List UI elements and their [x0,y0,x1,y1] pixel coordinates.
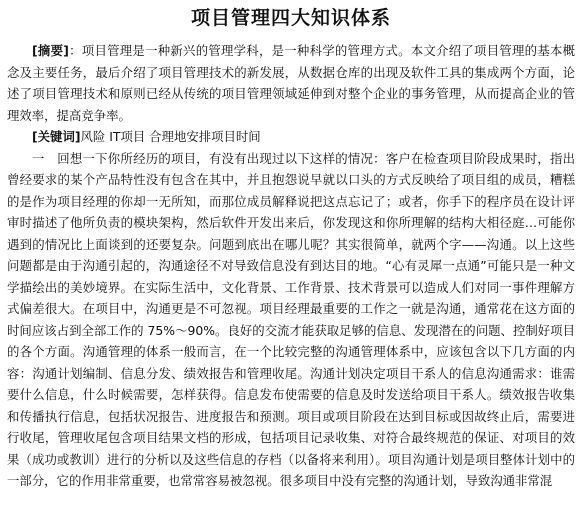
abstract-paragraph [7,40,575,126]
document-title: 项目管理四大知识体系 [190,7,391,29]
keywords-paragraph [7,126,575,148]
document-body [7,40,575,492]
body-paragraph: 一 回想一下你所经历的项目，有没有出现过以下这样的情况：客户在检查项目阶段成果时，指出曾经要求的某个产品特性没有包含在其中，并且抱怨说早就以口头的方式反映给了项目组的成员，糟糕的是作为项目经理的你却一无所知，而那位成员解释说把这点忘记了；或者，你手下的程序员在设计评审时描述了他所负责的模块架构，然后软件开发出来后，你发现这和你所理解的结构大相径庭…可能你遇到的情况比上面谈到的还要复杂。问题到底出在哪儿呢？其实很简单，就两个字——沟通。以上这些问题都是由于沟通引起的，沟通途径不对导致信息没有到达目的地。“心有灵犀一点通”可能只是一种文学描绘出的美妙境界。在实际生活中，文化背景、工作背景、技术背景可以造成人们对同一事件理解方式偏差很大。在项目中，沟通更是不可忽视。项目经理最重要的工作之一就是沟通，通常花在这方面的时间应该占到全部工作的 75%～90%。良好的交流才能获取足够的信息、发现潜在的问题、控制好项目的各个方面。沟通管理的体系一般而言，在一个比较完整的沟通管理体系中，应该包含以下几方面的内容：沟通计划编制、信息分发、绩效报告和管理收尾。沟通计划决定项目干系人的信息沟通需求：谁需要什么信息，什么时候需要，怎样获得。信息发布使需要的信息及时发送给项目干系人。绩效报告收集和传播执行信息，包括状况报告、进度报告和预测。项目或项目阶段在达到目标或因故终止后，需要进行收尾，管理收尾包含项目结果文档的形成，包括项目记录收集、对符合最终规范的保证、对项目的效果（成功或教训）进行的分析以及这些信息的存档（以备将来利用）。项目沟通计划是项目整体计划中的一部分，它的作用非常重要，也常常容易被忽视。很多项目中没有完整的沟通计划，导致沟通非常混 [7,150,575,488]
abstract-label: [摘要] [32,43,69,58]
keywords-label: [关键词] [32,129,81,144]
abstract-text: ：项目管理是一种新兴的管理学科，是一种科学的管理方式。本文介绍了项目管理的基本概念及主要任务，最后介绍了项目管理技术的新发展，从数据仓库的出现及软件工具的集成两个方面，论述了项目管理技术和原则已经从传统的项目管理领域延伸到对整个企业的事务管理，从而提高企业的管理效率，提高竞争率。 [7,43,576,123]
keywords-text: 风险 IT项目 合理地安排项目时间 [80,129,261,144]
